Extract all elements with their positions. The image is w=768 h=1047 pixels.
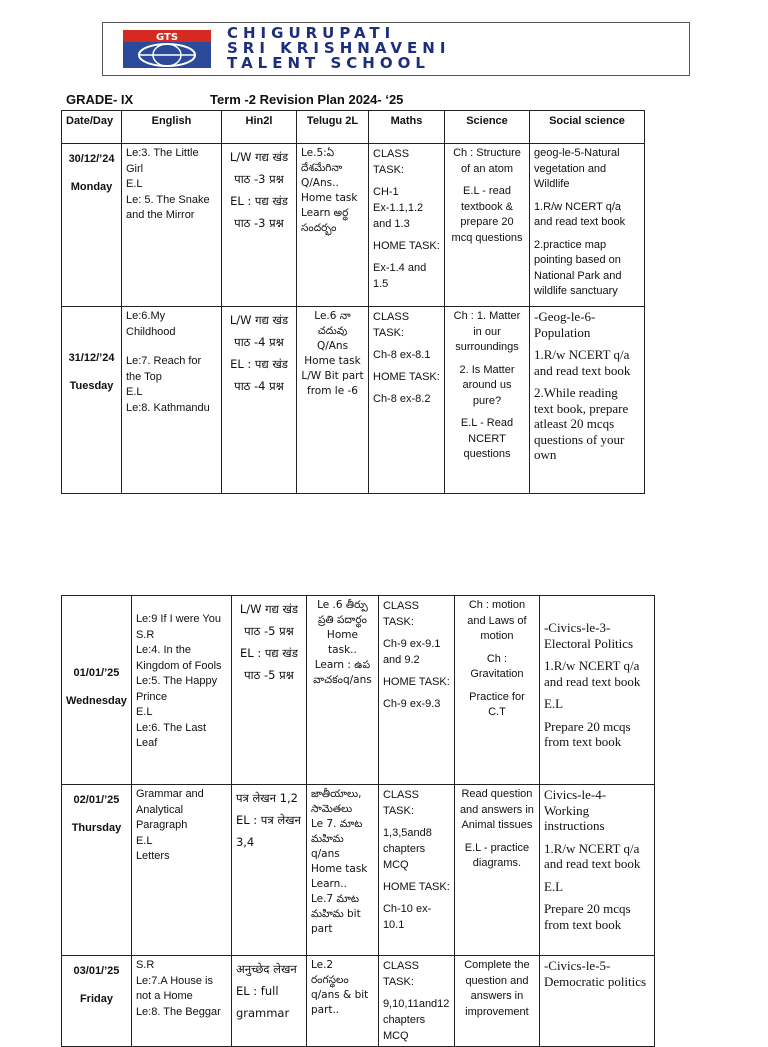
column-header-social-science: Social science bbox=[530, 111, 645, 144]
column-header-english: English bbox=[122, 111, 222, 144]
column-header-date: Date/Day bbox=[62, 111, 122, 144]
column-header-maths: Maths bbox=[369, 111, 445, 144]
social-science-cell: Civics-le-4-Working instructions 1.R/w NCERT q/a and read text book E.L Prepare 20 mcqs from text book bbox=[539, 785, 654, 956]
school-logo-banner bbox=[102, 22, 690, 76]
science-cell: Ch : motion and Laws of motion Ch : Gravitation Practice for C.T bbox=[454, 596, 539, 785]
table-row bbox=[62, 956, 655, 1047]
date-cell: 31/12/’24 Tuesday bbox=[62, 307, 122, 494]
maths-cell: CLASS TASK: Ch-9 ex-9.1 and 9.2 HOME TASK: Ch-9 ex-9.3 bbox=[378, 596, 454, 785]
hindi-cell: अनुच्छेद लेखन EL : full grammar bbox=[231, 956, 306, 1047]
revision-plan-table-part1 bbox=[61, 110, 645, 494]
social-science-cell: -Geog-le-6-Population 1.R/w NCERT q/a and read text book 2.While reading text book, prepare atleast 20 mcqs questions of your own bbox=[530, 307, 645, 494]
maths-cell: CLASS TASK: 1,3,5and8 chapters MCQ HOME TASK: Ch-10 ex-10.1 bbox=[378, 785, 454, 956]
table-row bbox=[62, 144, 645, 307]
science-cell: Complete the question and answers in improvement bbox=[454, 956, 539, 1047]
telugu-cell: జాతీయాలు, సామెతలు Le 7. మాట మహిమ q/ans Home task Learn.. Le.7 మాట మహిమ bit part bbox=[306, 785, 378, 956]
maths-cell: CLASS TASK: CH-1 Ex-1.1,1.2 and 1.3 HOME TASK: Ex-1.4 and 1.5 bbox=[369, 144, 445, 307]
date-cell: 02/01/’25 Thursday bbox=[62, 785, 132, 956]
maths-cell: CLASS TASK: Ch-8 ex-8.1 HOME TASK: Ch-8 ex-8.2 bbox=[369, 307, 445, 494]
school-name: CHIGURUPATI SRI KRISHNAVENI TALENT SCHOOL bbox=[227, 24, 451, 72]
telugu-cell: Le.6 నా చదువు Q/Ans Home task L/W Bit part from le -6 bbox=[297, 307, 369, 494]
plan-title: Term -2 Revision Plan 2024- ‘25 bbox=[210, 92, 404, 107]
telugu-cell: Le.5:ఏ దేశమేగినా Q/Ans.. Home task Learn అర్థ సందర్భం bbox=[297, 144, 369, 307]
maths-cell: CLASS TASK: 9,10,11and12 chapters MCQ bbox=[378, 956, 454, 1047]
hindi-cell: L/W गद्य खंड पाठ -3 प्रश्न EL : पद्य खंड पाठ -3 प्रश्न bbox=[222, 144, 297, 307]
date-cell: 01/01/’25 Wednesday bbox=[62, 596, 132, 785]
grade-label: GRADE- IX bbox=[66, 92, 134, 107]
date-cell: 03/01/’25 Friday bbox=[62, 956, 132, 1047]
english-cell: Le:6.My Childhood Le:7. Reach for the Top E.L Le:8. Kathmandu bbox=[122, 307, 222, 494]
english-cell: Le:9 If I were You S.R Le:4. In the Kingdom of Fools Le:5. The Happy Prince E.L Le:6. The Last Leaf bbox=[131, 596, 231, 785]
revision-plan-table-part2 bbox=[61, 595, 655, 1047]
svg-text:GTS: GTS bbox=[155, 32, 179, 43]
table-row bbox=[62, 785, 655, 956]
social-science-cell: -Civics-le-5-Democratic politics bbox=[539, 956, 654, 1047]
table-row bbox=[62, 307, 645, 494]
social-science-cell: -Civics-le-3-Electoral Politics 1.R/w NCERT q/a and read text book E.L Prepare 20 mcqs from text book bbox=[539, 596, 654, 785]
school-emblem-icon bbox=[123, 28, 211, 70]
english-cell: Grammar and Analytical Paragraph E.L Letters bbox=[131, 785, 231, 956]
social-science-cell: geog-le-5-Natural vegetation and Wildlife 1.R/w NCERT q/a and read text book 2.practice map pointing based on National Park and wildlife sanctuary bbox=[530, 144, 645, 307]
hindi-cell: L/W गद्य खंड पाठ -4 प्रश्न EL : पद्य खंड पाठ -4 प्रश्न bbox=[222, 307, 297, 494]
date-cell: 30/12/’24 Monday bbox=[62, 144, 122, 307]
column-header-hindi: Hin2l bbox=[222, 111, 297, 144]
hindi-cell: L/W गद्य खंड पाठ -5 प्रश्न EL : पद्य खंड पाठ -5 प्रश्न bbox=[231, 596, 306, 785]
column-header-telugu: Telugu 2L bbox=[297, 111, 369, 144]
table-row bbox=[62, 596, 655, 785]
hindi-cell: पत्र लेखन 1,2 EL : पत्र लेखन 3,4 bbox=[231, 785, 306, 956]
science-cell: Read question and answers in Animal tissues E.L - practice diagrams. bbox=[454, 785, 539, 956]
english-cell: Le:3. The Little Girl E.L Le: 5. The Snake and the Mirror bbox=[122, 144, 222, 307]
telugu-cell: Le.2 రంగస్థలం q/ans & bit part.. bbox=[306, 956, 378, 1047]
science-cell: Ch : 1. Matter in our surroundings 2. Is Matter around us pure? E.L - Read NCERT questions bbox=[445, 307, 530, 494]
english-cell: S.R Le:7.A House is not a Home Le:8. The Beggar bbox=[131, 956, 231, 1047]
column-header-science: Science bbox=[445, 111, 530, 144]
telugu-cell: Le .6 తీర్పు ప్రతి పదార్థం Home task.. Learn : ఉప వాచకంq/ans bbox=[306, 596, 378, 785]
table-header-row bbox=[62, 111, 645, 144]
science-cell: Ch : Structure of an atom E.L - read textbook & prepare 20 mcq questions bbox=[445, 144, 530, 307]
